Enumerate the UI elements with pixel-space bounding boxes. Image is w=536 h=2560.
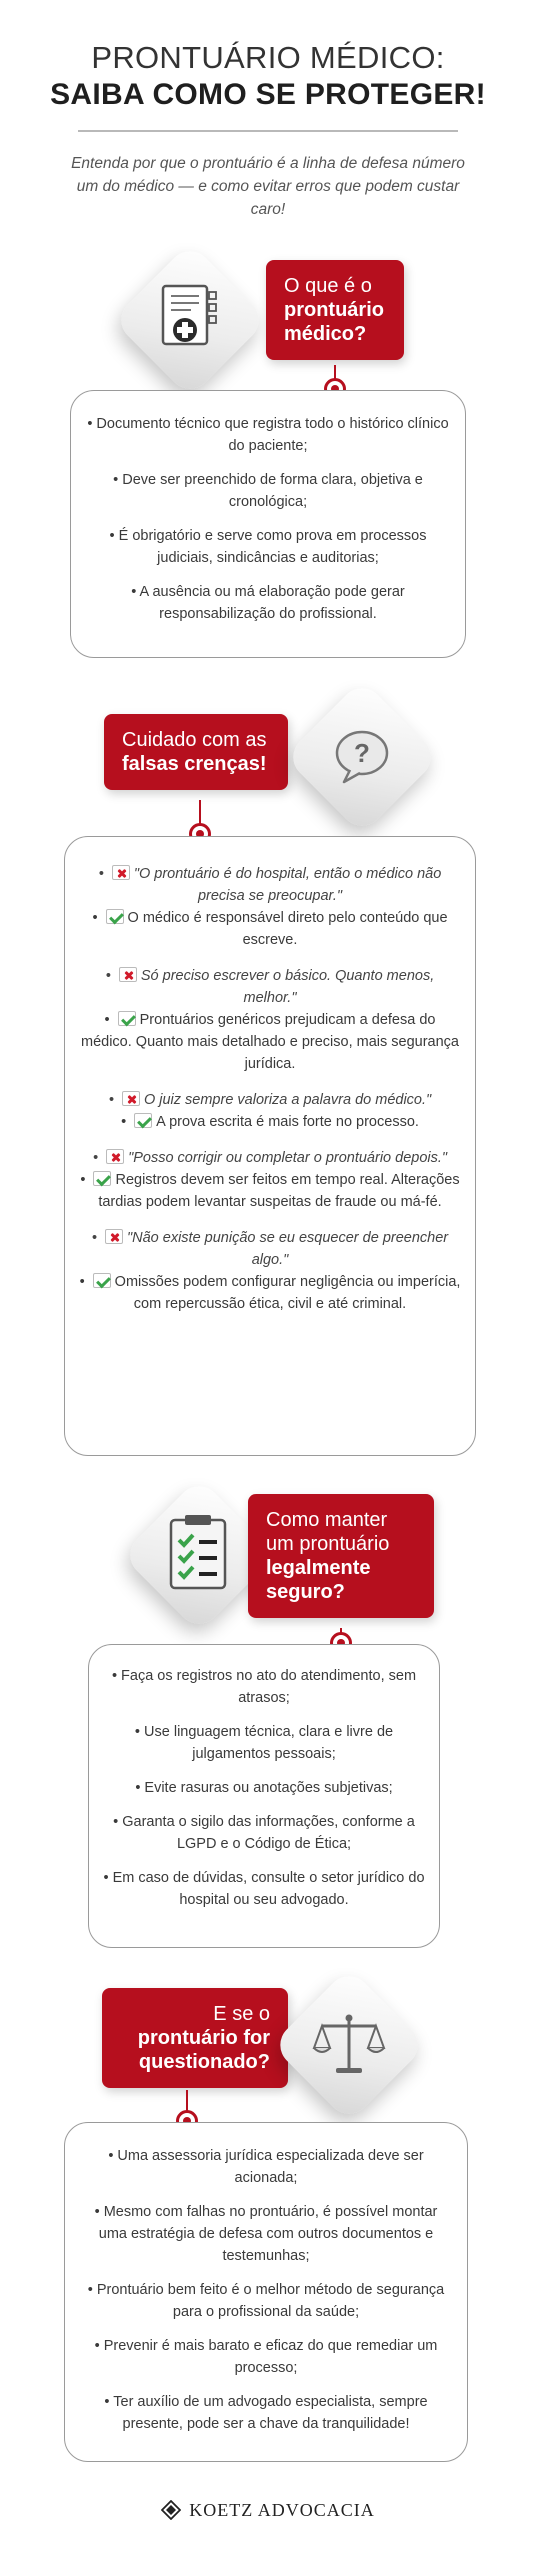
section1-card xyxy=(70,390,466,658)
cross-icon xyxy=(119,967,137,982)
section1-item: • A ausência ou má elaboração pode gerar responsabilização do profissional. xyxy=(131,584,405,622)
section2-card xyxy=(64,836,476,1456)
section4-label xyxy=(102,1988,288,2088)
section3-card xyxy=(88,1644,440,1948)
section1-label-line2: prontuário xyxy=(284,299,384,321)
section1-label xyxy=(266,260,404,360)
section1-item: • Documento técnico que registra todo o histórico clínico do paciente; xyxy=(87,416,449,454)
section3-label-line1: Como manter xyxy=(266,1509,388,1531)
belief-pair: • "O prontuário é do hospital, então o médico não precisa se preocupar." • O médico é responsável direto pelo conteúdo que escreve. xyxy=(92,866,448,948)
belief-pair: • O juiz sempre valoriza a palavra do médico." • A prova escrita é mais forte no processo. xyxy=(108,1092,432,1130)
clipboard-checklist-icon xyxy=(163,1512,235,1596)
section3-item: • Use linguagem técnica, clara e livre de julgamentos pessoais; xyxy=(134,1724,394,1762)
footer-brand: KOETZ ADVOCACIA xyxy=(189,2500,375,2520)
section1-label-line3: médico? xyxy=(284,323,367,345)
section4-item: • Prevenir é mais barato e eficaz do que remediar um processo; xyxy=(94,2338,438,2376)
section3-label-line3: legalmente xyxy=(266,1557,371,1579)
section2-label-line1: Cuidado com as xyxy=(122,729,267,751)
section4-card xyxy=(64,2122,468,2462)
section3-item: • Faça os registros no ato do atendimento, sem atrasos; xyxy=(111,1668,417,1706)
fact-text: A prova escrita é mais forte no processo. xyxy=(156,1114,419,1130)
check-icon xyxy=(93,1171,111,1186)
cross-icon xyxy=(105,1229,123,1244)
section1-item: • Deve ser preenchido de forma clara, objetiva e cronológica; xyxy=(113,472,423,510)
check-icon xyxy=(93,1273,111,1288)
myth-text: O juiz sempre valoriza a palavra do médico." xyxy=(143,1092,432,1108)
subtitle: Entenda por que o prontuário é a linha de defesa número um do médico — e como evitar erros que podem custar caro! xyxy=(71,155,465,218)
section4-item: • Prontuário bem feito é o melhor método de segurança para o profissional da saúde; xyxy=(87,2282,445,2320)
footer xyxy=(0,2500,536,2521)
title-line-2: SAIBA COMO SE PROTEGER! xyxy=(50,78,486,111)
cross-icon xyxy=(106,1149,124,1164)
section2-label xyxy=(104,714,288,790)
myth-text: Só preciso escrever o básico. Quanto menos, melhor." xyxy=(140,968,435,1006)
section3-item: • Em caso de dúvidas, consulte o setor jurídico do hospital ou seu advogado. xyxy=(103,1870,425,1908)
fact-text: Prontuários genéricos prejudicam a defesa do médico. Quanto mais detalhado e preciso, mais segurança jurídica. xyxy=(80,1012,459,1072)
question-bubble-icon xyxy=(326,720,398,792)
section3-item: • Garanta o sigilo das informações, conforme a LGPD e o Código de Ética; xyxy=(113,1814,415,1852)
fact-text: O médico é responsável direto pelo conteúdo que escreve. xyxy=(127,910,448,948)
belief-pair: • "Não existe punição se eu esquecer de preencher algo." • Omissões podem configurar negligência ou imperícia, com repercussão ética, civil e até criminal. xyxy=(79,1230,461,1312)
svg-text:?: ? xyxy=(354,738,370,768)
check-icon xyxy=(134,1113,152,1128)
myth-text: "O prontuário é do hospital, então o médico não precisa se preocupar." xyxy=(133,866,442,904)
check-icon xyxy=(106,909,124,924)
section3-item: • Evite rasuras ou anotações subjetivas; xyxy=(135,1780,393,1796)
section4-label-line3: questionado? xyxy=(138,2051,270,2073)
myth-text: "Não existe punição se eu esquecer de preencher algo." xyxy=(126,1230,449,1268)
cross-icon xyxy=(112,865,130,880)
header-divider xyxy=(78,130,458,132)
belief-pair: • Só preciso escrever o básico. Quanto menos, melhor." • Prontuários genéricos prejudicam a defesa do médico. Quanto mais detalhado e preciso, mais segurança jurídica. xyxy=(80,968,459,1072)
koetz-logo-icon xyxy=(161,2500,181,2520)
section1-label-line1: O que é o xyxy=(284,275,372,297)
section1-item: • É obrigatório e serve como prova em processos judiciais, sindicâncias e auditorias; xyxy=(109,528,427,566)
section4-item: • Uma assessoria jurídica especializada deve ser acionada; xyxy=(108,2148,424,2186)
section2-label-line2: falsas crenças! xyxy=(122,753,267,775)
title-line-1: PRONTUÁRIO MÉDICO: xyxy=(91,40,445,75)
section4-label-line2: prontuário for xyxy=(137,2027,270,2049)
section4-label-line1: E se o xyxy=(213,2003,270,2025)
section3-label-line2: um prontuário xyxy=(266,1533,390,1555)
section4-item: • Ter auxílio de um advogado especialista, sempre presente, pode ser a chave da tranquilidade! xyxy=(104,2394,428,2432)
scales-of-justice-icon xyxy=(310,2010,388,2080)
section3-label-line4: seguro? xyxy=(266,1581,345,1603)
section4-connector xyxy=(186,2090,188,2112)
myth-text: "Posso corrigir ou completar o prontuário depois." xyxy=(128,1150,448,1166)
fact-text: Registros devem ser feitos em tempo real. Alterações tardias podem levantar suspeitas de fraude ou má-fé. xyxy=(98,1172,460,1210)
fact-text: Omissões podem configurar negligência ou imperícia, com repercussão ética, civil e até criminal. xyxy=(114,1274,461,1312)
check-icon xyxy=(118,1011,136,1026)
medical-record-icon xyxy=(155,278,225,358)
cross-icon xyxy=(122,1091,140,1106)
section3-label xyxy=(248,1494,434,1618)
section4-item: • Mesmo com falhas no prontuário, é possível montar uma estratégia de defesa com outros documentos e testemunhas; xyxy=(94,2204,438,2264)
page-header xyxy=(0,40,536,112)
belief-pair: • "Posso corrigir ou completar o prontuário depois." • Registros devem ser feitos em tempo real. Alterações tardias podem levantar suspeitas de fraude ou má-fé. xyxy=(80,1150,460,1210)
